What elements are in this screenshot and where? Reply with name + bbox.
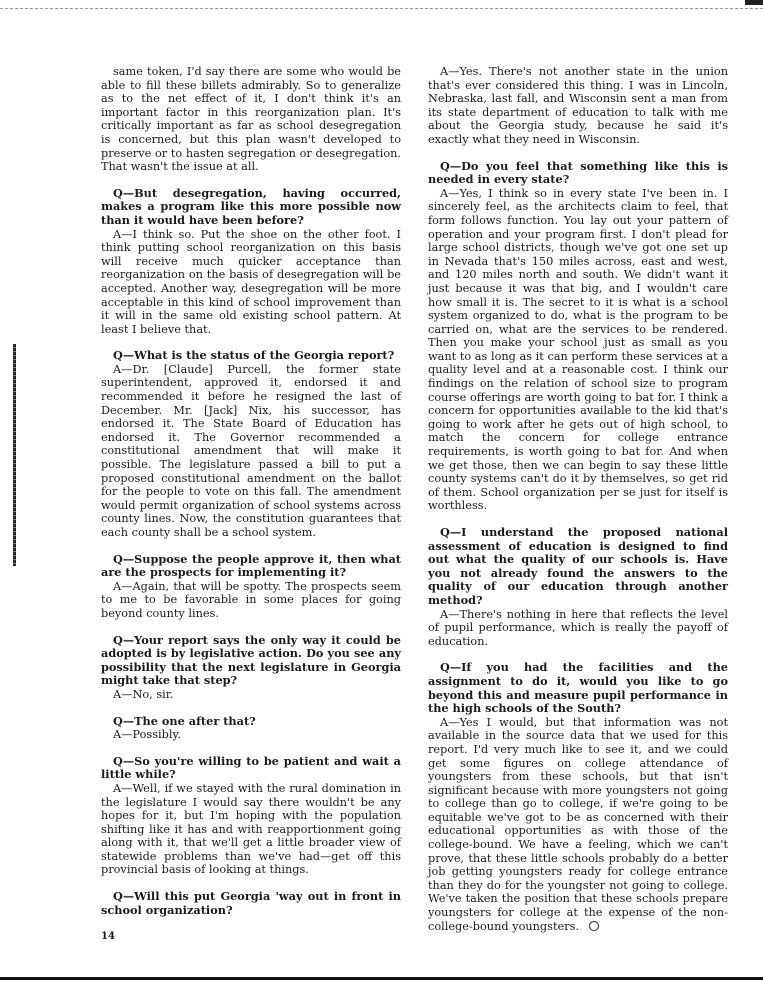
scan-binding-mark <box>13 344 16 566</box>
scan-corner-mark <box>745 0 763 5</box>
answer-paragraph: A—Possibly. <box>113 728 181 742</box>
question-paragraph: Q—What is the status of the Georgia report? <box>113 348 395 363</box>
answer-paragraph: A—No, sir. <box>113 687 174 701</box>
answer-paragraph <box>428 716 728 934</box>
question-paragraph: Q—The one after that? <box>113 713 256 728</box>
question-paragraph: Q—I understand the proposed national assessment of education is designed to find out what the quality of our schools is. Have you not already found the answers to the quality of our education through another method? <box>428 525 728 607</box>
question-paragraph: Q—Your report says the only way it could be adopted is by legislative action. Do you see any possibility that the next legislature in Georgia might take that step? <box>101 632 401 688</box>
scan-top-edge <box>0 0 763 9</box>
answer-paragraph: A—I think so. Put the shoe on the other foot. I think putting school reorganization on this basis will receive much quicker acceptance than reorganization on the basis of desegregation will be accepted. Another way, desegregation will be more acceptable in this kind of school improvement than it will in the same old existing school pattern. At least I believe that. <box>101 227 401 336</box>
answer-paragraph: A—There's nothing in here that reflects the level of pupil performance, which is really the payoff of education. <box>428 607 728 648</box>
answer-paragraph: A—Again, that will be spotty. The prospects seem to me to be favorable in some places for going beyond county lines. <box>101 579 401 620</box>
left-column <box>101 65 401 917</box>
question-paragraph: Q—Do you feel that something like this is needed in every state? <box>428 158 728 187</box>
question-paragraph: Q—If you had the facilities and the assignment to do it, would you like to go beyond this and measure pupil performance in the high schools of the South? <box>428 660 728 716</box>
answer-paragraph: same token, I'd say there are some who would be able to fill these billets admirably. So to generalize as to the net effect of it, I don't think it's an important factor in this reorganization plan. It's critically important as far as school desegregation is concerned, but this plan wasn't developed to preserve or to hasten segregation or desegregation. That wasn't the issue at all. <box>101 65 401 174</box>
answer-paragraph: A—Well, if we stayed with the rural domination in the legislature I would say there wouldn't be any hopes for it, but I'm hoping with the population shifting like it has and with reapportionment going along with it, that we'll get a little broader view of statewide problems than we've had—get off this provincial basis of looking at things. <box>101 781 401 877</box>
scan-bottom-edge <box>0 977 763 990</box>
right-column <box>428 65 728 933</box>
question-paragraph: Q—Suppose the people approve it, then what are the prospects for implementing it? <box>101 551 401 580</box>
answer-paragraph: A—Yes. There's not another state in the union that's ever considered this thing. I was in Lincoln, Nebraska, last fall, and Wisconsin sent a man from its state department of education to talk with me about the Georgia study, because he said it's exactly what they need in Wisconsin. <box>428 65 728 146</box>
answer-text: A—Yes I would, but that information was not available in the source data that we used for this report. I'd very much like to see it, and we could get some figures on college attendance of youngsters from these schools, but that isn't significant because with more youngsters not going to college than go to college, if we're going to be equitable we've got to be as concerned with their educational opportunities as with those of the college-bound. We have a feeling, which we can't prove, that these little schools probably do a better job getting youngsters ready for college entrance than they do for the youngster not going to college. We've taken the position that these schools prepare youngsters for college at the expense of the non-college-bound youngsters. <box>428 715 728 933</box>
answer-paragraph: A—Dr. [Claude] Purcell, the former state superintendent, approved it, endorsed it and recommended it before he resigned the last of December. Mr. [Jack] Nix, his successor, has endorsed it. The State Board of Education has endorsed it. The Governor recommended a constitutional amendment that will make it possible. The legislature passed a bill to put a proposed constitutional amendment on the ballot for the people to vote on this fall. The amendment would permit organization of school systems across county lines. Now, the constitution guarantees that each county shall be a school system. <box>101 362 401 539</box>
question-paragraph: Q—But desegregation, having occurred, makes a program like this more possible now than it would have been before? <box>101 185 401 227</box>
page-number: 14 <box>101 931 115 942</box>
answer-paragraph: A—Yes, I think so in every state I've been in. I sincerely feel, as the architects claim to feel, that form follows function. You lay out your pattern of operation and your program first. I don't plead for large school districts, though we've got one set up in Nevada that's 150 miles across, east and west, and 120 miles north and south. We didn't want it just because it was that big, and I wouldn't care how small it is. The secret to it is what is a school system organized to do, what is the program to be carried on, what are the services to be rendered. Then you make your school just as small as you want to as long as it can perform these services at a quality level and at a reasonable cost. I think our findings on the relation of school size to program course offerings are worth going to bat for. I think a concern for opportunities available to the kid that's going to work after he gets out of high school, to match the concern for college entrance requirements, is worth going to bat for. And when we get those, then we can begin to say these little county systems can't do it by themselves, so get rid of them. School organization per se just for itself is worthless. <box>428 186 728 513</box>
end-of-article-mark <box>589 921 599 931</box>
question-paragraph: Q—So you're willing to be patient and wait a little while? <box>101 753 401 782</box>
question-paragraph: Q—Will this put Georgia 'way out in front in school organization? <box>101 889 401 917</box>
